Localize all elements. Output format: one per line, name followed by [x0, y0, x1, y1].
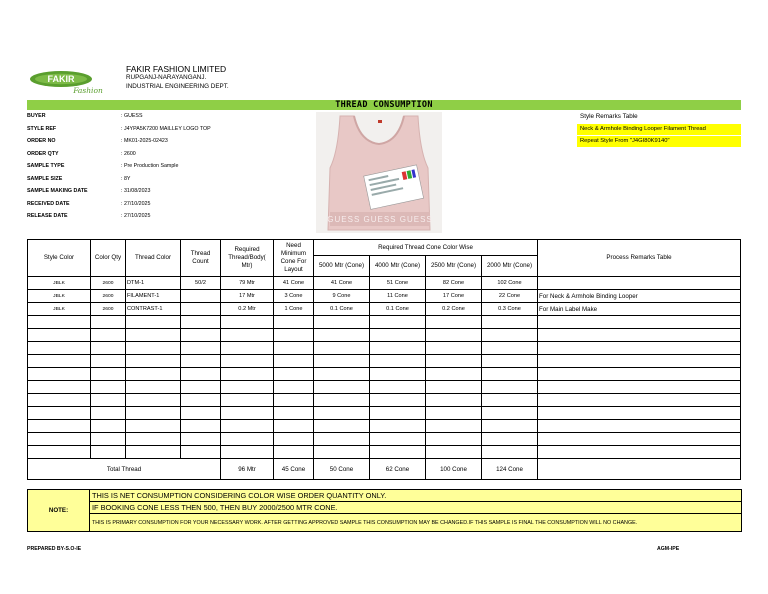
header-cone-group: Required Thread Cone Color Wise: [314, 240, 538, 256]
cell-min-cone: 41 Cone: [274, 277, 314, 290]
cell-cone-2500: 0.2 Cone: [426, 303, 482, 316]
header-cone-2000: 2000 Mtr (Cone): [482, 256, 538, 277]
info-sample-type: [27, 160, 317, 172]
table-row: [28, 303, 741, 316]
cell-style-color: JBLK: [28, 290, 91, 303]
total-required-thread: 96 Mtr: [221, 459, 274, 480]
info-value: : 31/08/2023: [121, 188, 151, 194]
cell-remarks: For Neck & Armhole Binding Looper: [538, 290, 741, 303]
empty-cell: [28, 433, 91, 446]
empty-cell: [538, 381, 741, 394]
empty-cell: [181, 381, 221, 394]
company-dept: INDUSTRIAL ENGINEERING DEPT.: [126, 83, 229, 90]
empty-cell: [426, 394, 482, 407]
empty-cell: [274, 446, 314, 459]
empty-row: [28, 407, 741, 420]
empty-cell: [221, 368, 274, 381]
total-remarks: [538, 459, 741, 480]
cell-cone-4000: 0.1 Cone: [370, 303, 426, 316]
empty-cell: [181, 316, 221, 329]
logo-text: FAKIR: [47, 74, 75, 84]
empty-cell: [221, 433, 274, 446]
empty-cell: [370, 420, 426, 433]
empty-cell: [482, 433, 538, 446]
header-process-remarks: Process Remarks Table: [538, 240, 741, 277]
empty-cell: [91, 433, 126, 446]
empty-cell: [91, 329, 126, 342]
empty-cell: [274, 342, 314, 355]
empty-row: [28, 342, 741, 355]
empty-cell: [181, 329, 221, 342]
empty-cell: [370, 342, 426, 355]
empty-cell: [126, 342, 181, 355]
cell-cone-2500: 82 Cone: [426, 277, 482, 290]
empty-cell: [91, 407, 126, 420]
empty-cell: [314, 355, 370, 368]
empty-cell: [482, 355, 538, 368]
cell-required-thread: 79 Mtr: [221, 277, 274, 290]
empty-cell: [91, 355, 126, 368]
cell-style-color: JBLK: [28, 277, 91, 290]
empty-cell: [181, 355, 221, 368]
info-label: BUYER: [27, 113, 46, 119]
empty-cell: [426, 368, 482, 381]
empty-cell: [426, 433, 482, 446]
empty-cell: [482, 342, 538, 355]
info-sample-size: [27, 173, 317, 185]
empty-cell: [538, 394, 741, 407]
empty-cell: [126, 329, 181, 342]
info-label: ORDER NO: [27, 138, 56, 144]
total-cone-5000: 50 Cone: [314, 459, 370, 480]
empty-cell: [91, 446, 126, 459]
empty-cell: [221, 355, 274, 368]
empty-cell: [370, 355, 426, 368]
empty-row: [28, 316, 741, 329]
empty-cell: [482, 368, 538, 381]
empty-cell: [91, 394, 126, 407]
empty-cell: [426, 446, 482, 459]
empty-cell: [126, 316, 181, 329]
table-row: [28, 290, 741, 303]
cell-required-thread: 0.2 Mtr: [221, 303, 274, 316]
empty-cell: [181, 433, 221, 446]
empty-row: [28, 433, 741, 446]
empty-cell: [370, 329, 426, 342]
empty-row: [28, 446, 741, 459]
empty-cell: [274, 316, 314, 329]
cell-cone-4000: 11 Cone: [370, 290, 426, 303]
empty-cell: [28, 381, 91, 394]
empty-cell: [314, 394, 370, 407]
info-label: SAMPLE SIZE: [27, 176, 63, 182]
empty-cell: [221, 394, 274, 407]
empty-cell: [28, 329, 91, 342]
empty-cell: [181, 394, 221, 407]
empty-cell: [426, 407, 482, 420]
empty-cell: [221, 446, 274, 459]
empty-cell: [28, 368, 91, 381]
thread-consumption-table: [27, 239, 741, 480]
cell-cone-5000: 41 Cone: [314, 277, 370, 290]
approver: AGM-IPE: [657, 546, 680, 552]
info-label: STYLE REF: [27, 126, 57, 132]
header-cone-4000: 4000 Mtr (Cone): [370, 256, 426, 277]
empty-row: [28, 368, 741, 381]
empty-cell: [181, 420, 221, 433]
empty-cell: [426, 420, 482, 433]
note-line: THIS IS PRIMARY CONSUMPTION FOR YOUR NECESSARY WORK. AFTER GETTING APPROVED SAMPLE THIS CONSUMPTION MAY BE CHANGED.IF THIS SAMPLE IS FINAL THE CONSUMPTION WILL NO CHANGE.: [90, 514, 742, 532]
empty-cell: [181, 368, 221, 381]
empty-cell: [314, 316, 370, 329]
info-value: : GUESS: [121, 113, 143, 119]
cell-min-cone: 3 Cone: [274, 290, 314, 303]
company-logo: [28, 68, 110, 98]
total-cone-2000: 124 Cone: [482, 459, 538, 480]
cell-color-qty: 2600: [91, 290, 126, 303]
company-address: RUPGANJ-NARAYANGANJ.: [126, 74, 207, 81]
empty-cell: [314, 420, 370, 433]
total-min-cone: 45 Cone: [274, 459, 314, 480]
cell-thread-color: CONTRAST-1: [126, 303, 181, 316]
empty-cell: [370, 368, 426, 381]
empty-cell: [314, 329, 370, 342]
cell-cone-2000: 22 Cone: [482, 290, 538, 303]
empty-cell: [538, 342, 741, 355]
header-color-qty: Color Qty: [91, 240, 126, 277]
empty-cell: [91, 368, 126, 381]
empty-cell: [370, 381, 426, 394]
note-line: IF BOOKING CONE LESS THEN 500, THEN BUY 2000/2500 MTR CONE.: [90, 502, 742, 514]
empty-cell: [482, 407, 538, 420]
info-sample-making-date: [27, 185, 317, 197]
empty-row: [28, 420, 741, 433]
empty-cell: [181, 407, 221, 420]
note-line: THIS IS NET CONSUMPTION CONSIDERING COLOR WISE ORDER QUANTITY ONLY.: [90, 490, 742, 502]
empty-cell: [126, 433, 181, 446]
empty-cell: [482, 381, 538, 394]
empty-cell: [126, 420, 181, 433]
info-label: RELEASE DATE: [27, 213, 68, 219]
style-remark-line: Neck & Armhole Binding Looper Filament Thread: [577, 124, 741, 135]
info-order-no: [27, 135, 317, 147]
empty-cell: [538, 316, 741, 329]
empty-cell: [28, 446, 91, 459]
info-value: : 27/10/2025: [121, 213, 151, 219]
empty-cell: [314, 342, 370, 355]
empty-cell: [181, 446, 221, 459]
empty-cell: [482, 420, 538, 433]
cell-cone-5000: 0.1 Cone: [314, 303, 370, 316]
empty-cell: [538, 355, 741, 368]
empty-cell: [91, 316, 126, 329]
empty-cell: [274, 420, 314, 433]
empty-cell: [482, 394, 538, 407]
info-label: SAMPLE MAKING DATE: [27, 188, 88, 194]
info-label: RECEIVED DATE: [27, 201, 70, 207]
info-label: SAMPLE TYPE: [27, 163, 65, 169]
cell-remarks: For Main Label Make: [538, 303, 741, 316]
empty-row: [28, 329, 741, 342]
empty-cell: [274, 407, 314, 420]
empty-cell: [126, 355, 181, 368]
cell-thread-count: 50/2: [181, 277, 221, 290]
style-remark-line: Repeat Style From "J4GI80K9140": [577, 136, 741, 147]
cell-required-thread: 17 Mtr: [221, 290, 274, 303]
cell-thread-count: [181, 303, 221, 316]
empty-cell: [274, 381, 314, 394]
info-style-ref: [27, 123, 317, 135]
empty-cell: [426, 342, 482, 355]
empty-cell: [426, 355, 482, 368]
empty-cell: [28, 407, 91, 420]
info-release-date: [27, 210, 317, 222]
empty-cell: [126, 368, 181, 381]
empty-cell: [28, 316, 91, 329]
empty-cell: [538, 329, 741, 342]
header-need-min-cone: Need Minimum Cone For Layout: [274, 240, 314, 277]
cell-thread-color: DTM-1: [126, 277, 181, 290]
cell-cone-2500: 17 Cone: [426, 290, 482, 303]
empty-cell: [314, 446, 370, 459]
cell-color-qty: 2600: [91, 277, 126, 290]
header-thread-color: Thread Color: [126, 240, 181, 277]
info-order-qty: [27, 148, 317, 160]
empty-cell: [314, 407, 370, 420]
empty-cell: [126, 381, 181, 394]
header-cone-2500: 2500 Mtr (Cone): [426, 256, 482, 277]
empty-row: [28, 394, 741, 407]
empty-cell: [221, 420, 274, 433]
empty-cell: [274, 394, 314, 407]
cell-cone-2000: 102 Cone: [482, 277, 538, 290]
empty-cell: [91, 381, 126, 394]
empty-cell: [482, 446, 538, 459]
empty-cell: [221, 342, 274, 355]
info-value: : J4YPA5K7200 MAILLEY LOGO TOP: [121, 126, 211, 132]
empty-cell: [28, 355, 91, 368]
info-value: : MK01-2025-02423: [121, 138, 168, 144]
empty-cell: [370, 446, 426, 459]
cell-thread-count: [181, 290, 221, 303]
empty-cell: [274, 329, 314, 342]
empty-cell: [221, 407, 274, 420]
cell-cone-2000: 0.3 Cone: [482, 303, 538, 316]
empty-cell: [28, 420, 91, 433]
empty-row: [28, 355, 741, 368]
empty-cell: [28, 394, 91, 407]
cell-style-color: JBLK: [28, 303, 91, 316]
logo-script: Fashion: [73, 86, 103, 95]
empty-cell: [370, 407, 426, 420]
note-box: [27, 489, 742, 532]
empty-cell: [370, 316, 426, 329]
cell-cone-5000: 9 Cone: [314, 290, 370, 303]
empty-cell: [426, 316, 482, 329]
empty-cell: [126, 407, 181, 420]
empty-cell: [221, 316, 274, 329]
cell-min-cone: 1 Cone: [274, 303, 314, 316]
total-label: Total Thread: [28, 459, 221, 480]
empty-cell: [221, 381, 274, 394]
style-remarks-title: Style Remarks Table: [580, 113, 638, 120]
info-label: ORDER QTY: [27, 151, 59, 157]
info-received-date: [27, 198, 317, 210]
empty-cell: [126, 446, 181, 459]
garment-photo: [316, 112, 442, 233]
empty-cell: [91, 342, 126, 355]
empty-cell: [538, 446, 741, 459]
empty-cell: [221, 329, 274, 342]
empty-cell: [482, 329, 538, 342]
cell-cone-4000: 51 Cone: [370, 277, 426, 290]
table-body: [28, 277, 741, 459]
company-name: FAKIR FASHION LIMITED: [126, 64, 227, 74]
info-value: : 2600: [121, 151, 136, 157]
empty-cell: [28, 342, 91, 355]
empty-cell: [538, 368, 741, 381]
empty-cell: [426, 381, 482, 394]
empty-cell: [426, 329, 482, 342]
info-value: : Pre Production Sample: [121, 163, 179, 169]
table-row: [28, 277, 741, 290]
empty-cell: [314, 368, 370, 381]
empty-cell: [314, 381, 370, 394]
header-thread-count: Thread Count: [181, 240, 221, 277]
page-title: THREAD CONSUMPTION: [335, 100, 433, 110]
total-row: [28, 459, 741, 480]
header-style-color: Style Color: [28, 240, 91, 277]
photo-band-text: GUESS GUESS GUESS: [327, 215, 433, 224]
prepared-by: PREPARED BY-S.O-IE: [27, 546, 82, 552]
total-cone-2500: 100 Cone: [426, 459, 482, 480]
cell-thread-color: FILAMENT-1: [126, 290, 181, 303]
empty-cell: [482, 316, 538, 329]
empty-cell: [370, 433, 426, 446]
empty-cell: [181, 342, 221, 355]
note-label: NOTE:: [28, 490, 90, 532]
empty-cell: [370, 394, 426, 407]
empty-cell: [538, 420, 741, 433]
empty-row: [28, 381, 741, 394]
info-value: : 27/10/2025: [121, 201, 151, 207]
empty-cell: [274, 355, 314, 368]
info-buyer: [27, 110, 317, 122]
empty-cell: [126, 394, 181, 407]
header-cone-5000: 5000 Mtr (Cone): [314, 256, 370, 277]
total-cone-4000: 62 Cone: [370, 459, 426, 480]
cell-remarks: [538, 277, 741, 290]
empty-cell: [538, 433, 741, 446]
empty-cell: [314, 433, 370, 446]
empty-cell: [91, 420, 126, 433]
empty-cell: [274, 368, 314, 381]
cell-color-qty: 2600: [91, 303, 126, 316]
info-value: : 8Y: [121, 176, 131, 182]
empty-cell: [274, 433, 314, 446]
header-required-thread: Required Thread/Body( Mtr): [221, 240, 274, 277]
empty-cell: [538, 407, 741, 420]
